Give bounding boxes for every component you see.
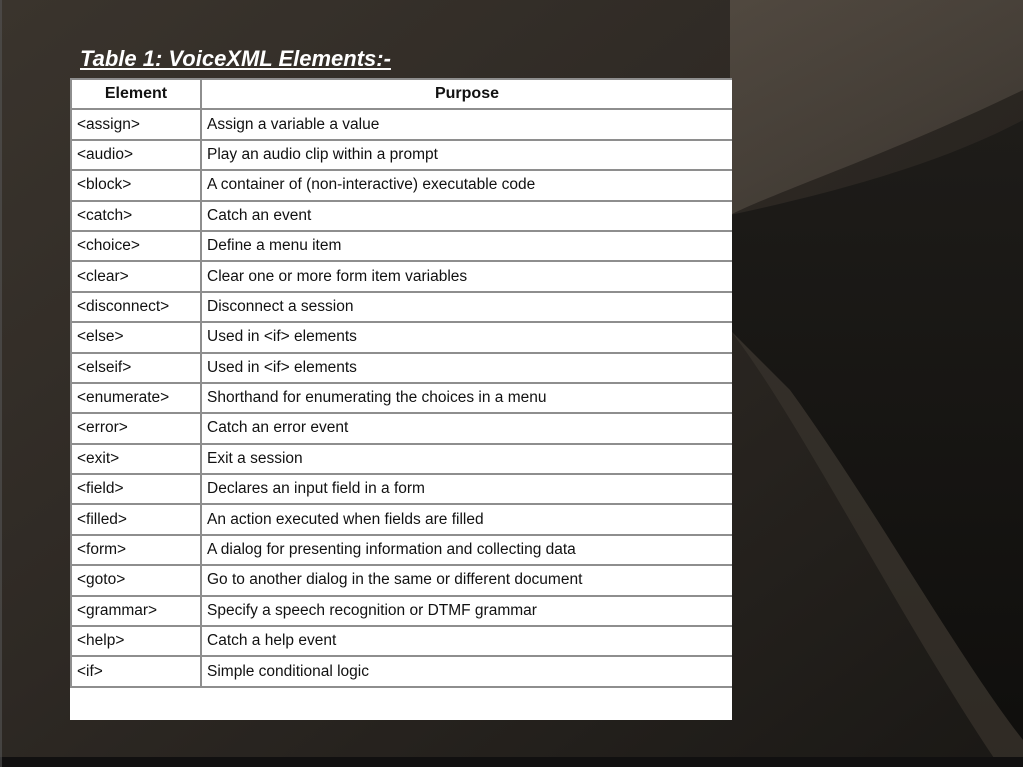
table-row — [71, 565, 732, 595]
table-row — [71, 353, 732, 383]
table-row — [71, 201, 732, 231]
table-row — [71, 596, 732, 626]
purpose-cell: Catch an error event — [201, 413, 732, 443]
element-cell: <elseif> — [71, 353, 201, 383]
element-cell: <enumerate> — [71, 383, 201, 413]
element-cell: <choice> — [71, 231, 201, 261]
purpose-cell: Specify a speech recognition or DTMF grammar — [201, 596, 732, 626]
table-row — [71, 109, 732, 139]
voicexml-elements-table — [70, 78, 732, 688]
table-row — [71, 474, 732, 504]
purpose-cell: Define a menu item — [201, 231, 732, 261]
table-row — [71, 231, 732, 261]
purpose-cell: A container of (non-interactive) executable code — [201, 170, 732, 200]
element-cell: <disconnect> — [71, 292, 201, 322]
element-cell: <audio> — [71, 140, 201, 170]
column-header-purpose: Purpose — [201, 79, 732, 109]
element-cell: <goto> — [71, 565, 201, 595]
table-row — [71, 413, 732, 443]
table-row — [71, 504, 732, 534]
voicexml-elements-table-container — [70, 78, 732, 720]
table-row — [71, 656, 732, 686]
element-cell: <filled> — [71, 504, 201, 534]
table-row — [71, 322, 732, 352]
purpose-cell: Play an audio clip within a prompt — [201, 140, 732, 170]
element-cell: <assign> — [71, 109, 201, 139]
purpose-cell: Used in <if> elements — [201, 322, 732, 352]
purpose-cell: Simple conditional logic — [201, 656, 732, 686]
purpose-cell: Catch a help event — [201, 626, 732, 656]
purpose-cell: Exit a session — [201, 444, 732, 474]
purpose-cell: A dialog for presenting information and collecting data — [201, 535, 732, 565]
purpose-cell: Go to another dialog in the same or different document — [201, 565, 732, 595]
element-cell: <exit> — [71, 444, 201, 474]
element-cell: <field> — [71, 474, 201, 504]
element-cell: <if> — [71, 656, 201, 686]
table-row — [71, 383, 732, 413]
purpose-cell: Catch an event — [201, 201, 732, 231]
slide-title: Table 1: VoiceXML Elements:- — [80, 46, 391, 71]
element-cell: <form> — [71, 535, 201, 565]
purpose-cell: Shorthand for enumerating the choices in a menu — [201, 383, 732, 413]
purpose-cell: Used in <if> elements — [201, 353, 732, 383]
table-header-row — [71, 79, 732, 109]
table-row — [71, 140, 732, 170]
table-row — [71, 292, 732, 322]
purpose-cell: Disconnect a session — [201, 292, 732, 322]
table-row — [71, 626, 732, 656]
element-cell: <help> — [71, 626, 201, 656]
element-cell: <block> — [71, 170, 201, 200]
table-row — [71, 444, 732, 474]
element-cell: <clear> — [71, 261, 201, 291]
element-cell: <grammar> — [71, 596, 201, 626]
purpose-cell: Clear one or more form item variables — [201, 261, 732, 291]
element-cell: <error> — [71, 413, 201, 443]
purpose-cell: Declares an input field in a form — [201, 474, 732, 504]
table-row — [71, 535, 732, 565]
element-cell: <else> — [71, 322, 201, 352]
element-cell: <catch> — [71, 201, 201, 231]
table-row — [71, 261, 732, 291]
purpose-cell: Assign a variable a value — [201, 109, 732, 139]
column-header-element: Element — [71, 79, 201, 109]
purpose-cell: An action executed when fields are filled — [201, 504, 732, 534]
table-row — [71, 170, 732, 200]
